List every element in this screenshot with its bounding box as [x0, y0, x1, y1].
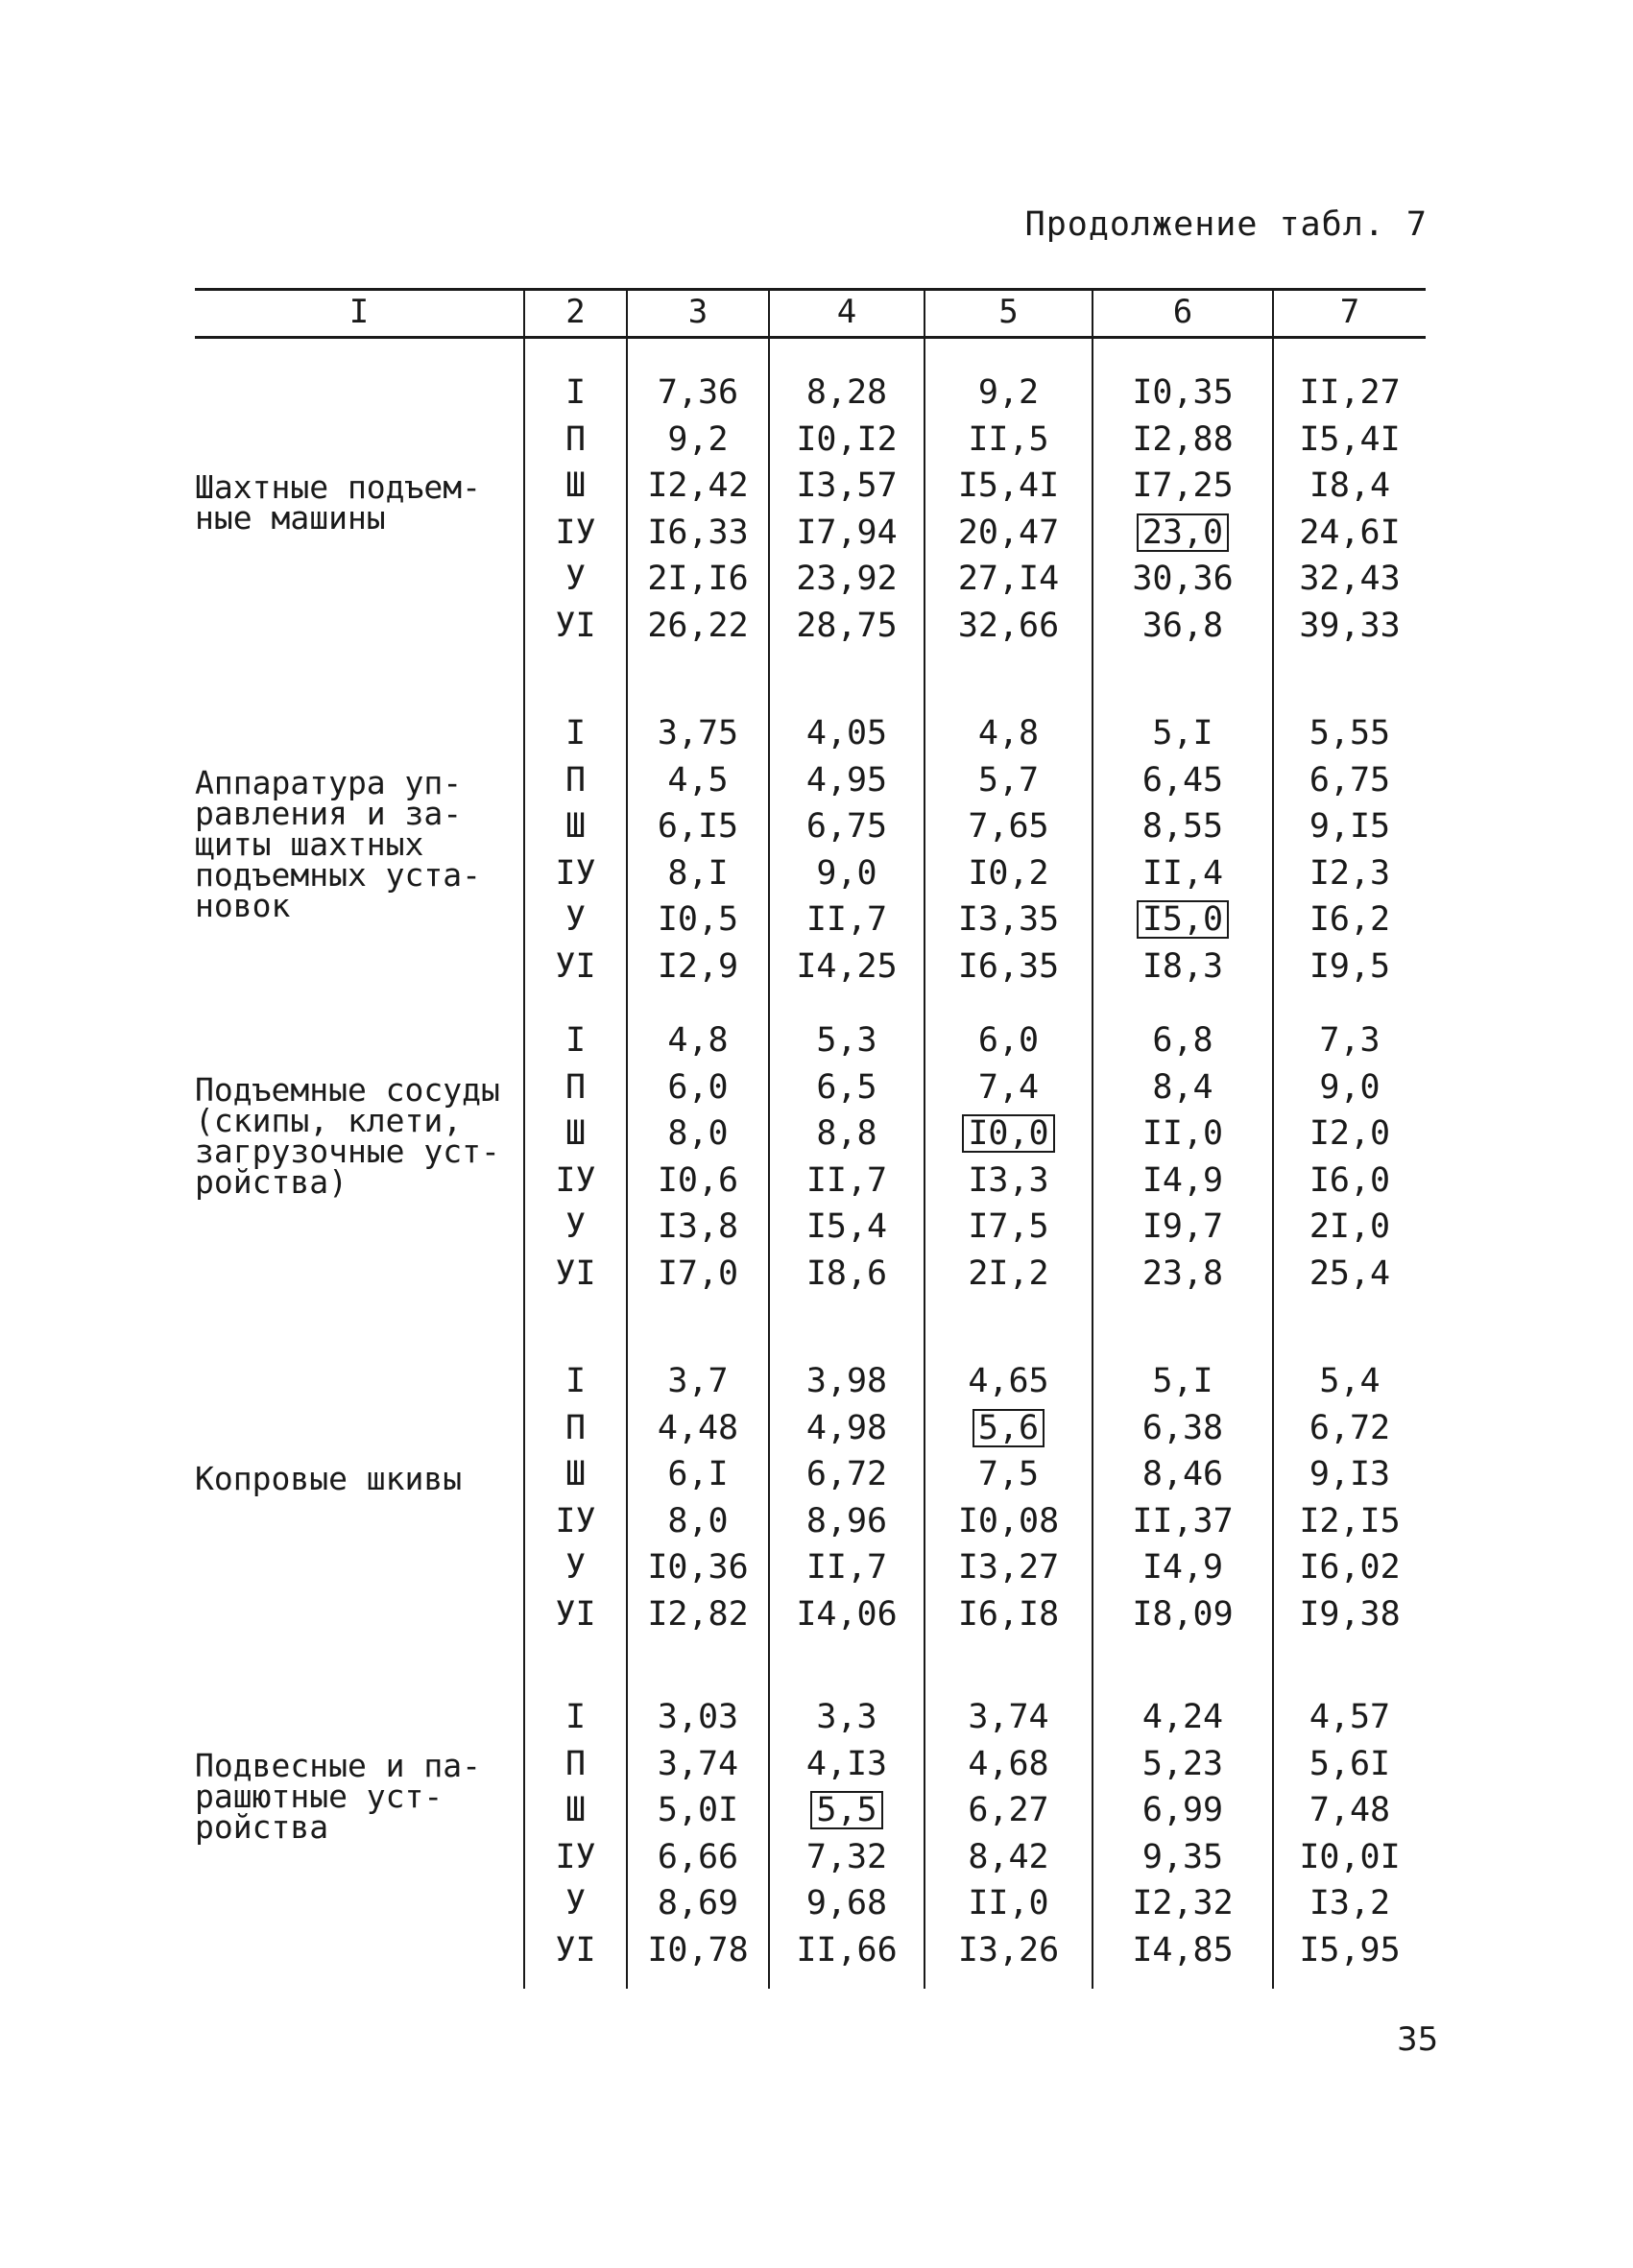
table-cell-category: I: [564, 1698, 587, 1736]
table-cell-value: I6,0: [1309, 1160, 1391, 1200]
table-cell-category: IУ: [555, 1837, 596, 1876]
header-col-1: I: [348, 293, 370, 331]
table-cell-value: I0,2: [968, 853, 1049, 893]
highlighted-value-box: 5,6: [973, 1409, 1045, 1447]
table-cell-value: 8,69: [657, 1884, 739, 1922]
table-cell-value: I2,88: [1132, 419, 1234, 459]
table-cell-value: I9,38: [1299, 1594, 1401, 1634]
page-number: 35: [1397, 2020, 1439, 2059]
table-cell-value: 9,I3: [1309, 1455, 1391, 1493]
table-cell-value: [925, 1405, 1092, 1451]
table-cell-value: I8,4: [1309, 466, 1391, 505]
table-cell-value: I3,57: [796, 466, 898, 505]
table-cell-value: II,7: [805, 1160, 888, 1200]
table-cell-value: 3,75: [657, 714, 739, 752]
table-cell-category: Ш: [564, 1791, 587, 1829]
table-cell-value: I2,9: [657, 946, 739, 986]
table-cell-value: 9,0: [1319, 1067, 1381, 1107]
table-cell-value: 4,8: [977, 714, 1040, 752]
table-cell-value: 5,6I: [1309, 1744, 1391, 1783]
table-cell-category: УI: [555, 606, 596, 645]
header-bottom-rule: [195, 336, 1426, 339]
table-cell-value: I6,33: [647, 513, 749, 552]
table-cell-value: I4,25: [796, 946, 898, 986]
table-cell-value: 4,I3: [805, 1744, 888, 1783]
table-cell-category: I: [564, 714, 587, 752]
table-cell-value: I8,3: [1141, 946, 1224, 986]
table-cell-value: 32,43: [1299, 560, 1401, 598]
table-cell-value: I2,42: [647, 466, 749, 505]
table-cell-category: УI: [555, 1930, 596, 1970]
header-col-6: 6: [1172, 293, 1193, 331]
table-cell-value: I4,9: [1141, 1548, 1224, 1587]
table-cell-value: II,66: [796, 1930, 898, 1970]
table-cell-value: 39,33: [1299, 606, 1401, 645]
table-cell-value: 7,32: [805, 1837, 888, 1876]
table-cell-value: 9,I5: [1309, 807, 1391, 846]
table-cell-category: У: [564, 560, 587, 598]
table-cell-value: II,4: [1141, 853, 1224, 893]
table-cell-category: Ш: [564, 1114, 587, 1153]
table-cell-value: 20,47: [957, 513, 1060, 552]
table-cell-category: IУ: [555, 853, 596, 893]
table-cell-value: I2,0: [1309, 1114, 1391, 1153]
table-cell-category: Ш: [564, 466, 587, 505]
table-cell-value: 9,35: [1141, 1837, 1224, 1876]
table-cell-value: 26,22: [647, 606, 749, 645]
table-cell-value: II,37: [1132, 1501, 1234, 1540]
table-cell-value: I0,36: [647, 1548, 749, 1587]
table-cell-value: I9,7: [1141, 1207, 1224, 1246]
header-col-4: 4: [836, 293, 857, 331]
group-label-hoisting-machines: Шахтные подъем- ные машины: [195, 468, 482, 537]
table-cell-value: I6,2: [1309, 900, 1391, 939]
highlighted-value-box: I5,0: [1137, 900, 1229, 939]
table-cell-category: П: [564, 760, 587, 800]
table-cell-value: 25,4: [1309, 1253, 1391, 1293]
table-cell-value: I3,2: [1309, 1884, 1391, 1922]
table-cell-value: I3,35: [957, 900, 1060, 939]
table-cell-category: I: [564, 1021, 587, 1060]
table-cell-value: I7,25: [1132, 466, 1234, 505]
table-cell-value: 6,I: [667, 1455, 729, 1493]
table-cell-value: 8,8: [816, 1114, 877, 1153]
table-cell-value: 5,0I: [657, 1791, 739, 1829]
table-cell-value: I0,0I: [1299, 1837, 1401, 1876]
table-cell-value: 5,3: [816, 1021, 877, 1060]
header-col-5: 5: [998, 293, 1019, 331]
table-cell-value: II,7: [805, 900, 888, 939]
table-cell-value: 28,75: [796, 606, 898, 645]
table-cell-value: 4,05: [805, 714, 888, 752]
table-cell-value: 9,2: [977, 373, 1040, 412]
table-cell-value: 2I,2: [968, 1253, 1049, 1293]
table-cell-value: I5,4I: [957, 466, 1060, 505]
table-cell-category: I: [564, 373, 587, 412]
group-label-hoisting-vessels: Подъемные сосуды (скипы, клети, загрузочные уст- ройства): [195, 1071, 500, 1201]
table-cell-value: I9,5: [1309, 946, 1391, 986]
table-cell-category: Ш: [564, 807, 587, 846]
table-cell-category: УI: [555, 1253, 596, 1293]
table-cell-value: I3,27: [957, 1548, 1060, 1587]
table-cell-value: I0,35: [1132, 373, 1234, 412]
table-cell-category: IУ: [555, 1160, 596, 1200]
table-cell-value: I7,94: [796, 513, 898, 552]
table-cell-value: 6,0: [977, 1021, 1040, 1060]
table-cell-category: IУ: [555, 1501, 596, 1540]
table-cell-value: I7,5: [968, 1207, 1049, 1246]
table-cell-value: I2,I5: [1299, 1501, 1401, 1540]
table-cell-value: 7,3: [1319, 1021, 1381, 1060]
table-cell-value: I8,09: [1132, 1594, 1234, 1634]
table-cell-value: I3,8: [657, 1207, 739, 1246]
header-col-7: 7: [1339, 293, 1360, 331]
table-cell-value: II,0: [968, 1884, 1049, 1922]
table-cell-category: П: [564, 1067, 587, 1107]
table-cell-value: I0,78: [647, 1930, 749, 1970]
table-cell-value: 3,03: [657, 1698, 739, 1736]
table-cell-value: II,5: [968, 419, 1049, 459]
table-cell-value: I0,5: [657, 900, 739, 939]
table-cell-value: I4,9: [1141, 1160, 1224, 1200]
group-label-suspension-devices: Подвесные и па- рашютные уст- ройства: [195, 1747, 482, 1846]
table-cell-value: 4,98: [805, 1408, 888, 1447]
table-cell-value: 8,96: [805, 1501, 888, 1540]
table-cell-value: 6,45: [1141, 760, 1224, 800]
table-cell-value: 5,I: [1152, 714, 1213, 752]
table-cell-value: 6,5: [816, 1067, 877, 1107]
table-cell-value: II,0: [1141, 1114, 1224, 1153]
group-label-control-equipment: Аппаратура уп- равления и за- щиты шахтных подъемных уста- новок: [195, 764, 482, 924]
table-cell-value: 6,75: [1309, 760, 1391, 800]
table-cell-value: [770, 1787, 924, 1833]
table-cell-value: 7,4: [977, 1067, 1040, 1107]
table-cell-value: 5,7: [977, 760, 1040, 800]
table-cell-value: I6,I8: [957, 1594, 1060, 1634]
table-cell-value: 8,42: [968, 1837, 1049, 1876]
table-cell-value: 4,57: [1309, 1698, 1391, 1736]
table-cell-value: 4,48: [657, 1408, 739, 1447]
table-cell-value: 23,92: [796, 560, 898, 598]
table-cell-value: 3,7: [667, 1362, 729, 1400]
table-cell-category: П: [564, 1744, 587, 1783]
table-cell-value: [925, 1110, 1092, 1157]
table-cell-value: 6,75: [805, 807, 888, 846]
table-cell-category: П: [564, 419, 587, 459]
table-cell-value: I3,26: [957, 1930, 1060, 1970]
table-cell-value: [1093, 510, 1272, 556]
table-cell-category: П: [564, 1408, 587, 1447]
table-cell-value: 6,I5: [657, 807, 739, 846]
table-cell-value: 6,99: [1141, 1791, 1224, 1829]
header-col-3: 3: [687, 293, 708, 331]
table-cell-value: 2I,0: [1309, 1207, 1391, 1246]
table-cell-value: I5,95: [1299, 1930, 1401, 1970]
table-cell-category: У: [564, 1884, 587, 1922]
group-label-headframe-sheaves: Копровые шкивы: [195, 1460, 463, 1497]
table-cell-value: 7,65: [968, 807, 1049, 846]
table-cell-value: I0,08: [957, 1501, 1060, 1540]
table-cell-value: I2,3: [1309, 853, 1391, 893]
highlighted-value-box: 5,5: [810, 1791, 882, 1829]
table-cell-value: 5,23: [1141, 1744, 1224, 1783]
table-cell-value: 4,24: [1141, 1698, 1224, 1736]
table-cell-value: I0,6: [657, 1160, 739, 1200]
table-cell-value: 8,4: [1152, 1067, 1213, 1107]
table-cell-value: I7,0: [657, 1253, 739, 1293]
table-cell-category: У: [564, 1548, 587, 1587]
table-cell-value: 4,8: [667, 1021, 729, 1060]
table-cell-value: 8,0: [667, 1114, 729, 1153]
table-cell-value: 9,2: [667, 419, 729, 459]
table-cell-value: I3,3: [968, 1160, 1049, 1200]
highlighted-value-box: 23,0: [1137, 513, 1229, 552]
table-cell-value: I2,32: [1132, 1884, 1234, 1922]
table-cell-value: I2,82: [647, 1594, 749, 1634]
table-cell-value: 6,72: [805, 1455, 888, 1493]
table-cell-value: 27,I4: [957, 560, 1060, 598]
table-cell-value: I4,06: [796, 1594, 898, 1634]
highlighted-value-box: I0,0: [962, 1114, 1054, 1153]
table-cell-value: 4,95: [805, 760, 888, 800]
table-cell-value: 9,68: [805, 1884, 888, 1922]
table-cell-value: 3,74: [657, 1744, 739, 1783]
header-col-2: 2: [565, 293, 586, 331]
table-cell-value: 3,98: [805, 1362, 888, 1400]
table-cell-value: 4,68: [968, 1744, 1049, 1783]
table-cell-value: 5,4: [1319, 1362, 1381, 1400]
table-cell-value: 3,3: [816, 1698, 877, 1736]
table-cell-value: 30,36: [1132, 560, 1234, 598]
table-cell-value: 8,55: [1141, 807, 1224, 846]
table-cell-category: УI: [555, 946, 596, 986]
table-cell-category: I: [564, 1362, 587, 1400]
table-cell-value: 2I,I6: [647, 560, 749, 598]
table-cell-value: I5,4I: [1299, 419, 1401, 459]
table-cell-value: I8,6: [805, 1253, 888, 1293]
table-cell-value: 3,74: [968, 1698, 1049, 1736]
table-cell-category: IУ: [555, 513, 596, 552]
table-caption: Продолжение табл. 7: [1024, 205, 1428, 244]
table-cell-value: 8,28: [805, 373, 888, 412]
table-cell-value: 4,65: [968, 1362, 1049, 1400]
table-cell-value: 6,0: [667, 1067, 729, 1107]
table-cell-category: УI: [555, 1594, 596, 1634]
table-cell-value: 7,48: [1309, 1791, 1391, 1829]
table-cell-value: 4,5: [667, 760, 729, 800]
table-cell-value: [1093, 896, 1272, 943]
table-cell-value: 6,72: [1309, 1408, 1391, 1447]
table-cell-value: I6,02: [1299, 1548, 1401, 1587]
table-cell-value: 36,8: [1141, 606, 1224, 645]
table-cell-value: II,7: [805, 1548, 888, 1587]
table-cell-value: 9,0: [816, 853, 877, 893]
table-cell-value: II,27: [1299, 373, 1401, 412]
table-cell-value: 8,0: [667, 1501, 729, 1540]
table-cell-value: 24,6I: [1299, 513, 1401, 552]
table-cell-value: 7,36: [657, 373, 739, 412]
table-cell-value: 6,38: [1141, 1408, 1224, 1447]
table-cell-value: I4,85: [1132, 1930, 1234, 1970]
table-cell-category: Ш: [564, 1455, 587, 1493]
table-cell-value: 7,5: [977, 1455, 1040, 1493]
table-cell-value: 6,27: [968, 1791, 1049, 1829]
table-cell-value: 5,55: [1309, 714, 1391, 752]
table-cell-value: I6,35: [957, 946, 1060, 986]
table-cell-value: 6,8: [1152, 1021, 1213, 1060]
table-cell-value: 23,8: [1141, 1253, 1224, 1293]
table-cell-value: 6,66: [657, 1837, 739, 1876]
table-cell-value: I0,I2: [796, 419, 898, 459]
table-cell-category: У: [564, 1207, 587, 1246]
table-cell-value: 32,66: [957, 606, 1060, 645]
table-cell-category: У: [564, 900, 587, 939]
table-cell-value: I5,4: [805, 1207, 888, 1246]
table-cell-value: 8,46: [1141, 1455, 1224, 1493]
table-cell-value: 8,I: [667, 853, 729, 893]
table-cell-value: 5,I: [1152, 1362, 1213, 1400]
